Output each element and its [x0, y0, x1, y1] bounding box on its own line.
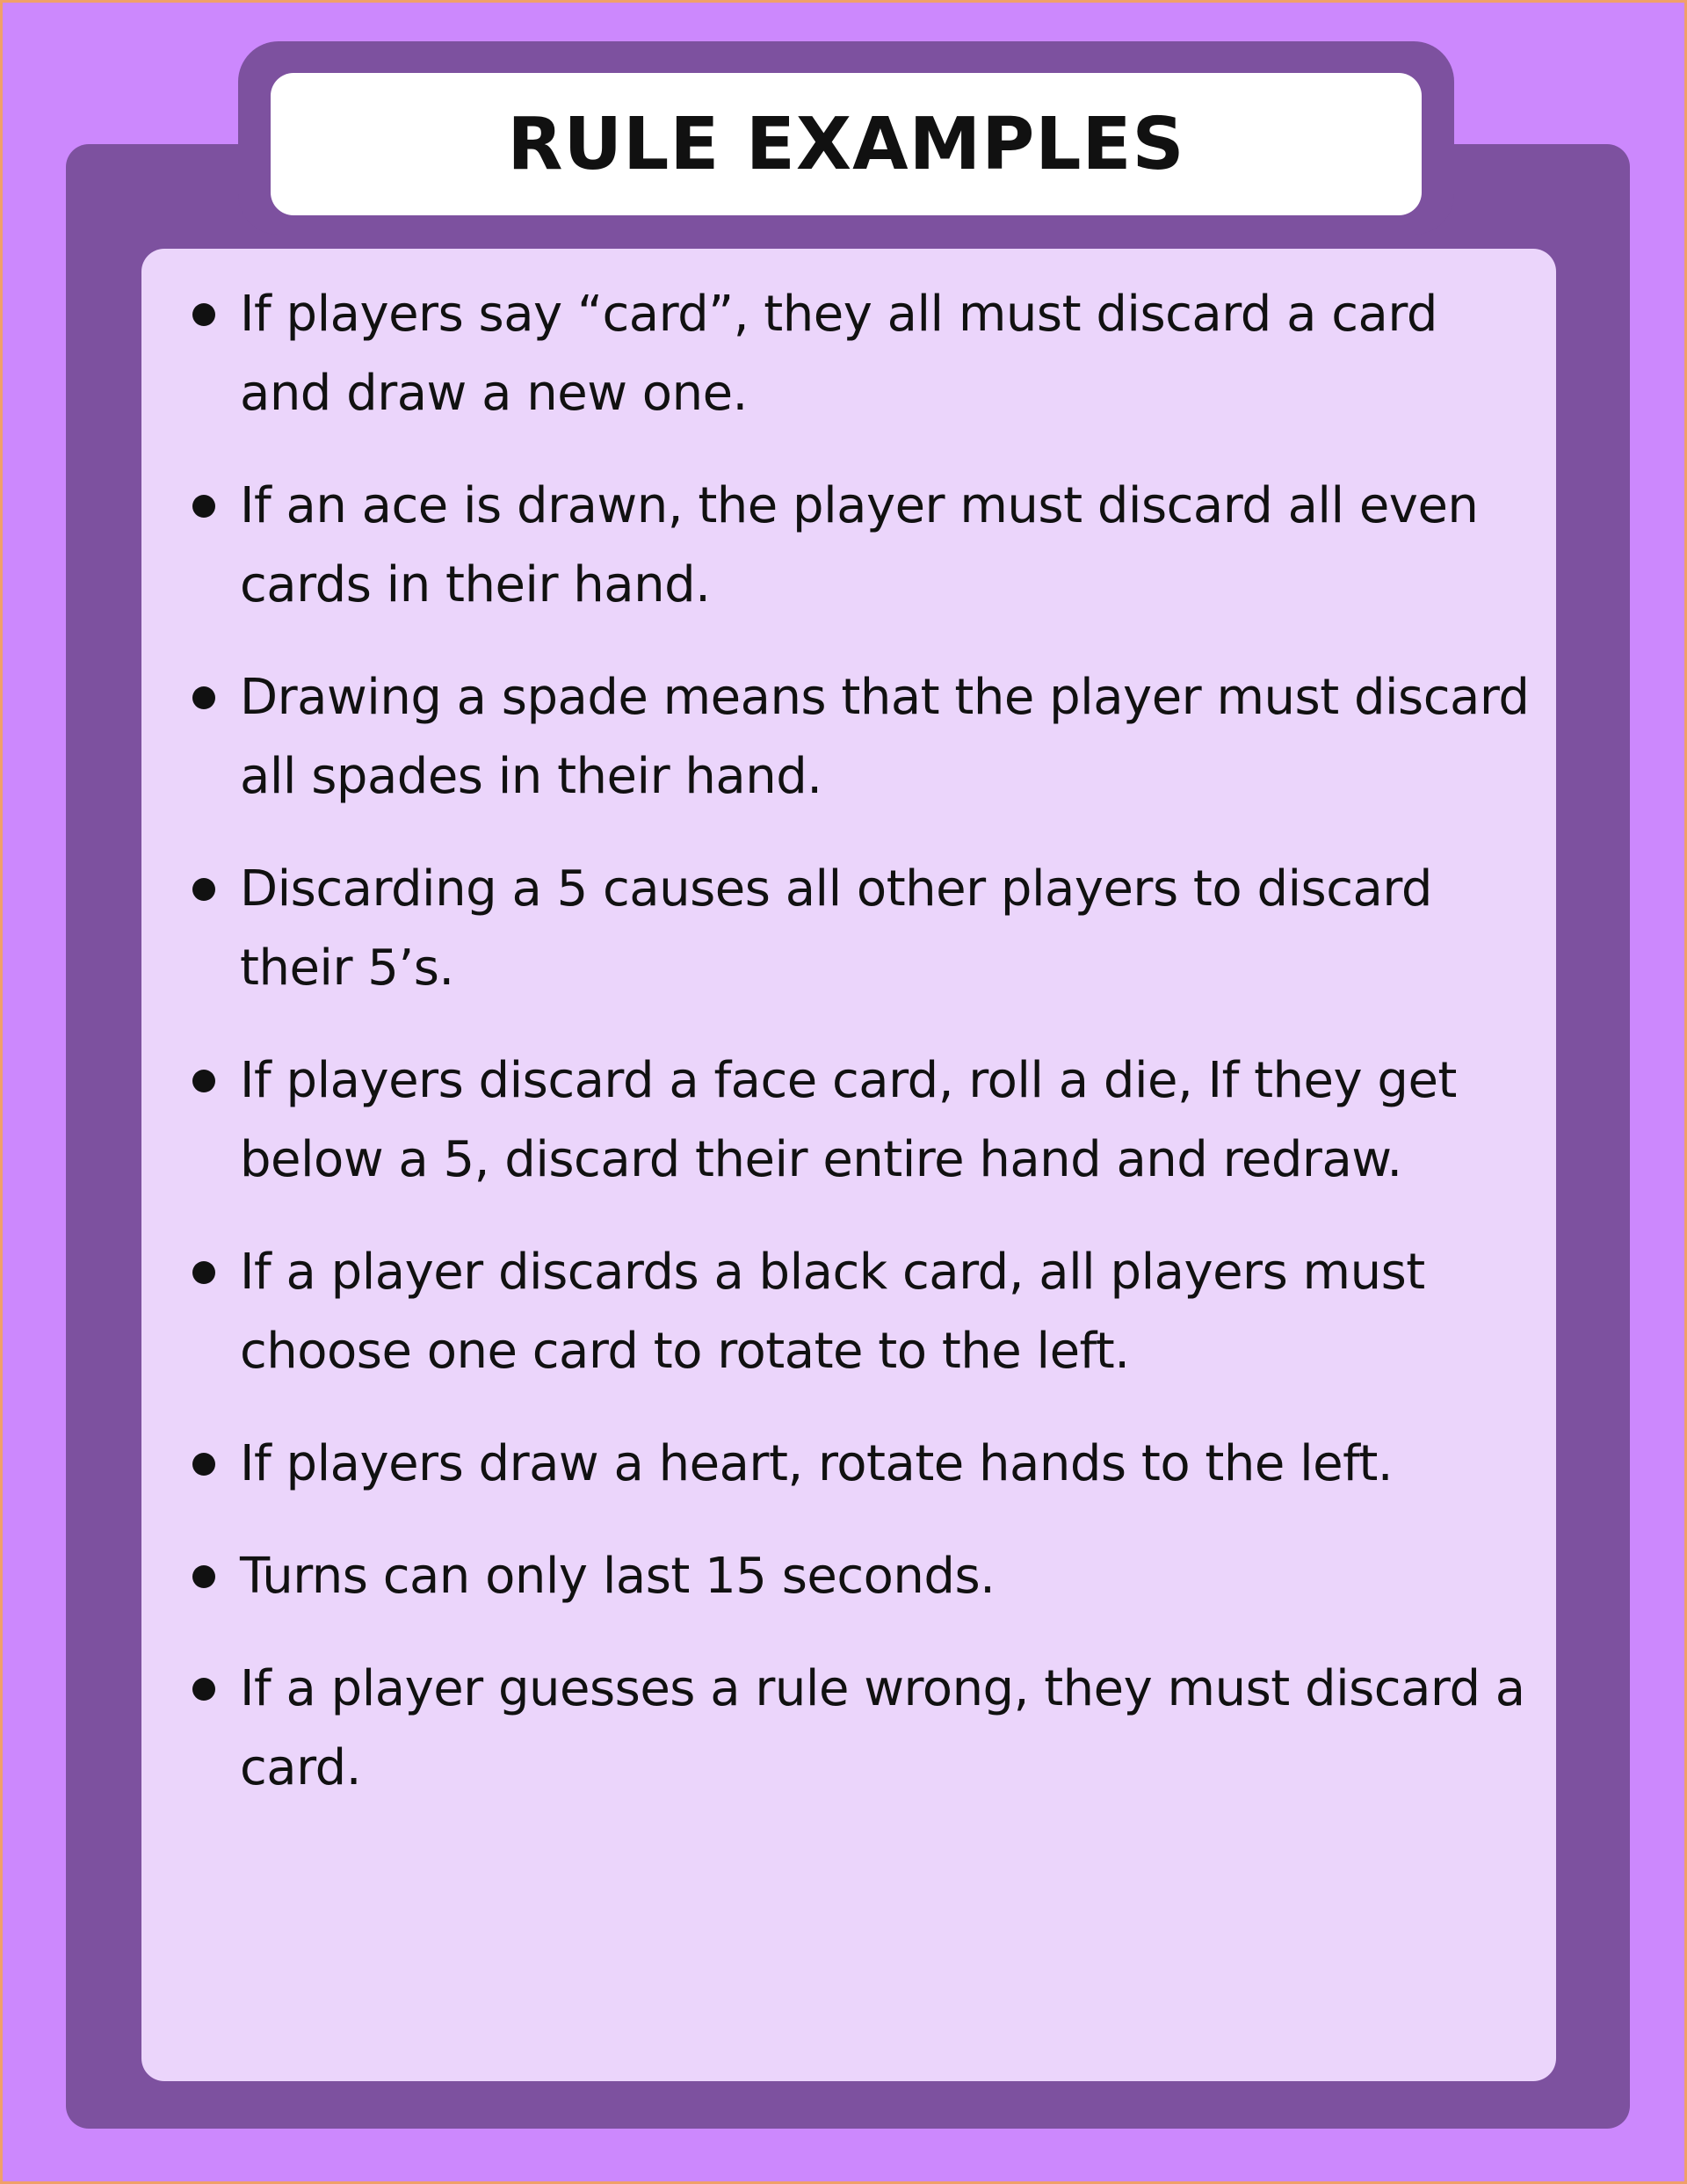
rule-text: If an ace is drawn, the player must discard all even cards in their hand.	[240, 477, 1479, 613]
rule-text: Turns can only last 15 seconds.	[240, 1548, 996, 1605]
rule-text: If a player discards a black card, all players must choose one card to rotate to the left.	[240, 1244, 1425, 1380]
rules-list	[192, 275, 1537, 1841]
rule-text: If players discard a face card, roll a die, If they get below a 5, discard their entire hand and redraw.	[240, 1052, 1457, 1188]
rule-item	[192, 658, 1537, 816]
bullet-icon	[192, 878, 215, 901]
title-box	[271, 73, 1422, 215]
rule-item	[192, 1233, 1537, 1391]
rule-item	[192, 275, 1537, 433]
bullet-icon	[192, 1070, 215, 1092]
bullet-icon	[192, 495, 215, 518]
bullet-icon	[192, 686, 215, 709]
rule-text: Drawing a spade means that the player must discard all spades in their hand.	[240, 669, 1530, 805]
rule-item	[192, 467, 1537, 625]
bullet-icon	[192, 1261, 215, 1284]
bullet-icon	[192, 1678, 215, 1701]
rule-item	[192, 1425, 1537, 1504]
bullet-icon	[192, 303, 215, 326]
rule-text: If players draw a heart, rotate hands to the left.	[240, 1435, 1394, 1492]
rules-panel	[141, 249, 1556, 2081]
rule-item	[192, 850, 1537, 1008]
rule-item	[192, 1650, 1537, 1808]
rule-text: If a player guesses a rule wrong, they must discard a card.	[240, 1660, 1525, 1796]
rule-item	[192, 1041, 1537, 1200]
rule-text: If players say “card”, they all must discard a card and draw a new one.	[240, 286, 1437, 422]
page-title: RULE EXAMPLES	[507, 102, 1185, 186]
rule-item	[192, 1537, 1537, 1616]
bullet-icon	[192, 1565, 215, 1588]
bullet-icon	[192, 1453, 215, 1476]
rule-text: Discarding a 5 causes all other players to discard their 5’s.	[240, 860, 1432, 997]
